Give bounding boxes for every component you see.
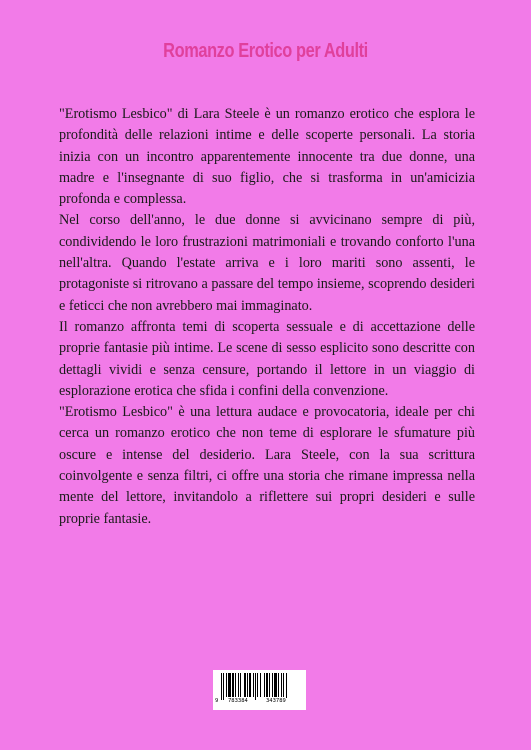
barcode-bar <box>272 673 273 697</box>
isbn-barcode <box>213 670 306 710</box>
barcode-bar <box>249 673 251 697</box>
barcode-bar <box>269 673 270 697</box>
barcode-bar <box>264 673 265 697</box>
barcode-bar <box>221 673 222 700</box>
barcode-bar <box>240 673 241 697</box>
barcode-bar <box>278 673 279 697</box>
synopsis-paragraph-4: "Erotismo Lesbico" è una lettura audace e provocatoria, ideale per chi cerca un romanzo erotico che non teme di esplorare le sfumature più oscure e intense del desiderio. Lara Steele, con la sua scrittura coinvolgente e senza filtri, ci offre una storia che rimane impressa nella mente del lettore, invitandolo a riflettere sui propri desideri e sulle proprie fantasie. <box>59 404 475 527</box>
barcode-bar <box>247 673 248 697</box>
barcode-prefix: 9 <box>215 698 219 704</box>
barcode-bar <box>255 673 256 700</box>
synopsis <box>59 104 475 530</box>
synopsis-paragraph-3: Il romanzo affronta temi di scoperta sessuale e di accettazione delle proprie fantasie più intime. Le scene di sesso esplicito sono descritte con dettagli vividi e senza censure, portando il lettore in un viaggio di esplorazione erotica che sfida i confini della convenzione. <box>59 318 475 399</box>
barcode-bar <box>228 673 231 697</box>
barcode-group-1: 783384 <box>228 698 248 704</box>
barcode-group-2: 343789 <box>266 698 286 704</box>
synopsis-paragraph-2: Nel corso dell'anno, le due donne si avvicinano sempre di più, condividendo le loro frustrazioni matrimoniali e trovando conforto l'una nell'altra. Quando l'estate arriva e i loro mariti sono assenti, le protagoniste si ritrovano a passare del tempo insieme, scoprendo desideri e feticci che non avrebbero mai immaginato. <box>59 212 475 314</box>
barcode-bar <box>238 673 239 697</box>
barcode-bar <box>274 673 277 697</box>
barcode-bar <box>266 673 268 697</box>
barcode-bar <box>232 673 234 697</box>
barcode-bar <box>281 673 282 697</box>
barcode-bar <box>260 673 261 697</box>
barcode-bar <box>286 673 287 700</box>
barcode-bar <box>235 673 236 697</box>
barcode-bar <box>283 673 284 697</box>
synopsis-paragraph-1: "Erotismo Lesbico" di Lara Steele è un romanzo erotico che esplora le profondità delle relazioni intime e delle scoperte personali. La storia inizia con un incontro apparentemente innocente tra due donne, una madre e l'insegnante di suo figlio, che si trasforma in un'amicizia profonda e complessa. <box>59 106 475 208</box>
barcode-bar <box>244 673 246 697</box>
cover-heading: Romanzo Erotico per Adulti <box>163 40 368 62</box>
barcode-bar <box>226 673 227 697</box>
barcode-bar <box>253 673 254 697</box>
barcode-bar <box>223 673 224 700</box>
barcode-bar <box>257 673 258 697</box>
